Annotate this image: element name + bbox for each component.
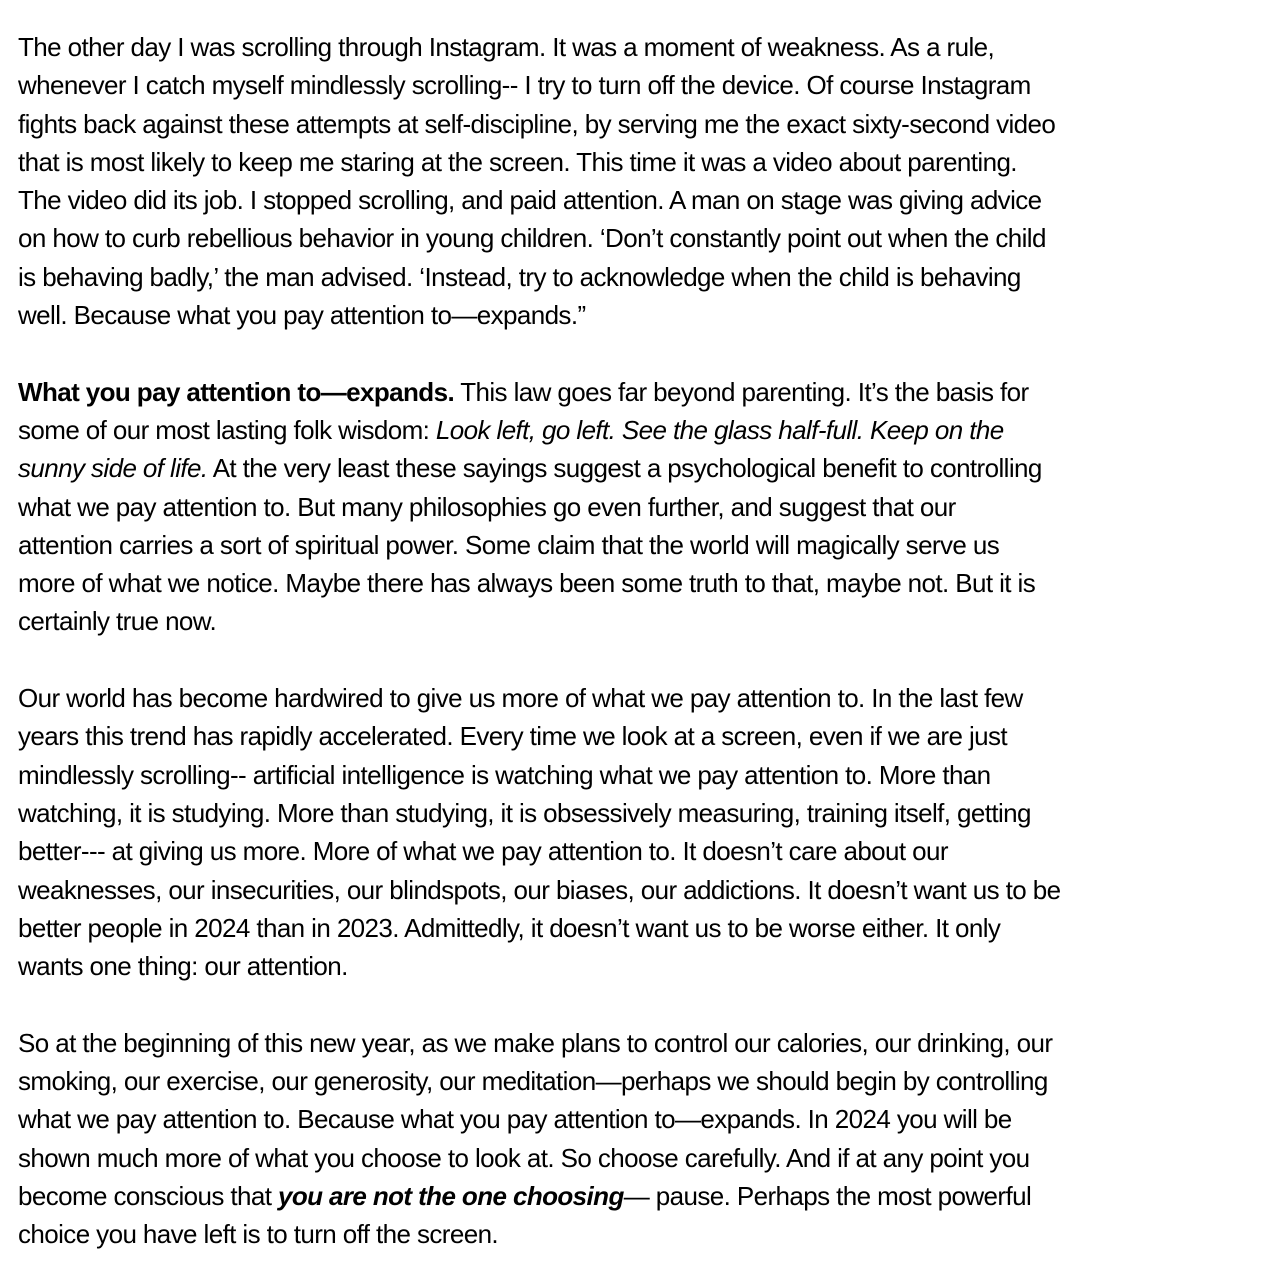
- text-line: The video did its job. I stopped scrolling, and paid attention. A man on stage was giving advice: [18, 185, 1042, 216]
- text-line: shown much more of what you choose to look at. So choose carefully. And if at any point you: [18, 1142, 1030, 1173]
- paragraph-4: [18, 1024, 1258, 1254]
- text-line: what we pay attention to. Because what you pay attention to—expands. In 2024 you will be: [18, 1104, 1012, 1135]
- text-line: Our world has become hardwired to give us more of what we pay attention to. In the last few: [18, 683, 1023, 714]
- text-line: [18, 1177, 1258, 1215]
- text-line: more of what we notice. Maybe there has always been some truth to that, maybe not. But it is: [18, 568, 1036, 599]
- text-line: that is most likely to keep me staring at the screen. This time it was a video about parenting.: [18, 146, 1017, 177]
- text-line: watching, it is studying. More than studying, it is obsessively measuring, training itself, getting: [18, 797, 1031, 828]
- text-line: what we pay attention to. But many philosophies go even further, and suggest that our: [18, 491, 956, 522]
- bold-phrase: What you pay attention to—expands.: [18, 376, 455, 407]
- italic-phrase: Look left, go left. See the glass half-full. Keep on the: [435, 414, 1004, 445]
- text-line: [18, 373, 1258, 411]
- text-line: well. Because what you pay attention to—expands.”: [18, 300, 586, 331]
- bold-italic-phrase: you are not the one choosing: [277, 1180, 624, 1211]
- paragraph-1: [18, 28, 1258, 334]
- text-line: years this trend has rapidly accelerated. Every time we look at a screen, even if we are just: [18, 721, 1008, 752]
- text-line: [18, 449, 1258, 487]
- text-line: wants one thing: our attention.: [18, 951, 348, 982]
- text-line: on how to curb rebellious behavior in young children. ‘Don’t constantly point out when the child: [18, 223, 1046, 254]
- text-line: choice you have left is to turn off the screen.: [18, 1219, 499, 1250]
- text-line: is behaving badly,’ the man advised. ‘Instead, try to acknowledge when the child is behaving: [18, 261, 1021, 292]
- text-line: certainly true now.: [18, 606, 217, 637]
- text-line: better--- at giving us more. More of what we pay attention to. It doesn’t care about our: [18, 836, 948, 867]
- text-line: [18, 411, 1258, 449]
- text-run: At the very least these sayings suggest a psychological benefit to controlling: [207, 453, 1042, 484]
- paragraph-3: [18, 679, 1258, 985]
- text-run: become conscious that: [18, 1180, 278, 1211]
- text-line: better people in 2024 than in 2023. Admittedly, it doesn’t want us to be worse either. It only: [18, 912, 1001, 943]
- text-run: This law goes far beyond parenting. It’s the basis for: [454, 376, 1029, 407]
- text-line: fights back against these attempts at self-discipline, by serving me the exact sixty-second video: [18, 108, 1056, 139]
- text-run: some of our most lasting folk wisdom:: [18, 414, 436, 445]
- text-line: mindlessly scrolling-- artificial intelligence is watching what we pay attention to. More than: [18, 759, 991, 790]
- document-body: [18, 28, 1258, 1254]
- text-run: — pause. Perhaps the most powerful: [623, 1180, 1032, 1211]
- text-line: smoking, our exercise, our generosity, our meditation—perhaps we should begin by controlling: [18, 1066, 1048, 1097]
- paragraph-2: [18, 373, 1258, 641]
- text-line: attention carries a sort of spiritual power. Some claim that the world will magically serve us: [18, 529, 1000, 560]
- text-line: whenever I catch myself mindlessly scrolling-- I try to turn off the device. Of course Instagram: [18, 70, 1031, 101]
- text-line: So at the beginning of this new year, as we make plans to control our calories, our drinking, our: [18, 1027, 1053, 1058]
- text-line: The other day I was scrolling through Instagram. It was a moment of weakness. As a rule,: [18, 32, 995, 62]
- italic-phrase: sunny side of life.: [18, 453, 208, 484]
- text-line: weaknesses, our insecurities, our blindspots, our biases, our addictions. It doesn’t want us to be: [18, 874, 1061, 905]
